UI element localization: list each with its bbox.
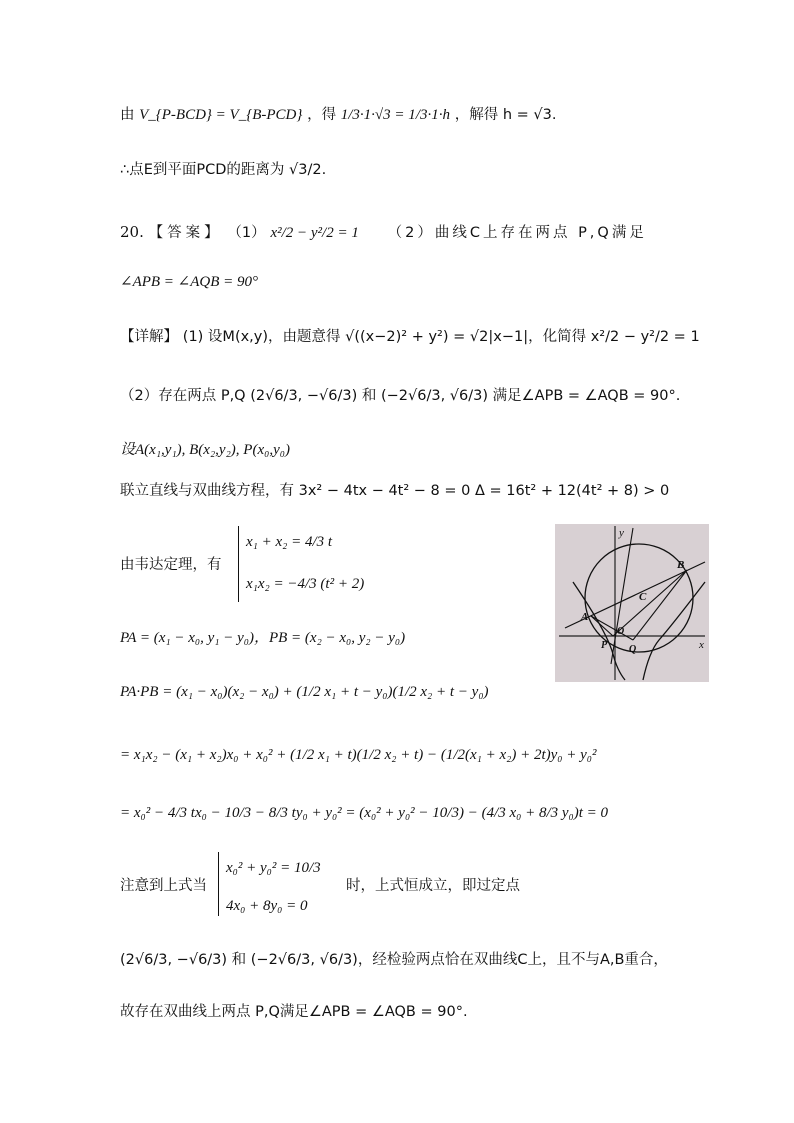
figure-label-p: P bbox=[601, 640, 608, 651]
vieta-brace bbox=[238, 526, 239, 602]
figure-label-a: A bbox=[581, 611, 589, 623]
line-joint-equation: 联立直线与双曲线方程，有 3x² − 4tx − 4t² − 8 = 0 Δ = 16t² + 12(4t² + 8) > 0 bbox=[120, 483, 670, 499]
line-vectors: PA = (x₁ − x₀, y₁ − y₀)，PB = (x₂ − x₀, y₂ − y₀) bbox=[120, 630, 406, 646]
volume-eq: V_{P-BCD} = V_{B-PCD} bbox=[139, 107, 303, 123]
line-volume-equation: 由 V_{P-BCD} = V_{B-PCD} ，得 1/3·1·√3 = 1/3·1·h ，解得 h = √3. bbox=[120, 107, 557, 123]
line-distance-result: ∴点E到平面PCD的距离为 √3/2. bbox=[120, 162, 327, 178]
line-set-points: 设A(x₁,y₁), B(x₂,y₂), P(x₀,y₀) bbox=[120, 442, 290, 458]
figure-label-o: O bbox=[617, 626, 625, 637]
figure-label-x: x bbox=[699, 639, 704, 651]
line-answer-20: 20. 【答案】 （1） x²/2 − y²/2 = 1 （2）曲线C上存在两点 P,Q满足 bbox=[120, 223, 647, 241]
line-fixed-points: (2√6/3, −√6/3) 和 (−2√6/3, √6/3)，经检验两点恰在双曲线C上，且不与A,B重合， bbox=[120, 952, 668, 968]
vieta-product: x₁x₂ = −4/3 (t² + 2) bbox=[246, 576, 365, 592]
line-simplified: = x₀² − 4/3 tx₀ − 10/3 − 8/3 ty₀ + y₀² = (x₀² + y₀² − 10/3) − (4/3 x₀ + 8/3 y₀)t = 0 bbox=[120, 805, 609, 821]
answer-tag: 【答案】 bbox=[148, 225, 223, 241]
geometry-figure bbox=[555, 524, 709, 682]
line-detail-part1: 【详解】 (1) 设M(x,y)，由题意得 √((x−2)² + y²) = √2|x−1|，化简得 x²/2 − y²/2 = 1 bbox=[120, 329, 700, 345]
line-dot-product: PA·PB = (x₁ − x₀)(x₂ − x₀) + (1/2 x₁ + t − y₀)(1/2 x₂ + t − y₀) bbox=[120, 684, 489, 700]
condition-line: 4x₀ + 8y₀ = 0 bbox=[226, 898, 308, 914]
condition-circle: x₀² + y₀² = 10/3 bbox=[226, 860, 321, 876]
line-conclusion: 故存在双曲线上两点 P,Q满足∠APB = ∠AQB = 90°. bbox=[120, 1004, 468, 1020]
condition-brace bbox=[218, 852, 219, 916]
line-angle-condition: ∠APB = ∠AQB = 90° bbox=[120, 274, 259, 290]
figure-label-q: Q bbox=[629, 644, 637, 655]
line-vieta-intro: 由韦达定理，有 bbox=[120, 557, 222, 573]
line-part2-points: （2）存在两点 P,Q (2√6/3, −√6/3) 和 (−2√6/3, √6/3) 满足∠APB = ∠AQB = 90°. bbox=[120, 388, 681, 404]
volume-expr: 1/3·1·√3 = 1/3·1·h bbox=[340, 107, 450, 123]
detail-tag: 【详解】 bbox=[120, 329, 178, 345]
question-number: 20. bbox=[120, 223, 144, 241]
figure-label-y: y bbox=[619, 527, 624, 539]
line-note-post: 时，上式恒成立，即过定点 bbox=[346, 878, 520, 894]
hyperbola-equation: x²/2 − y²/2 = 1 bbox=[270, 225, 359, 241]
vieta-sum: x₁ + x₂ = 4/3 t bbox=[246, 534, 333, 550]
line-note-intro: 注意到上式当 bbox=[120, 878, 207, 894]
line-expansion: = x₁x₂ − (x₁ + x₂)x₀ + x₀² + (1/2 x₁ + t)(1/2 x₂ + t) − (1/2(x₁ + x₂) + 2t)y₀ + y₀² bbox=[120, 747, 597, 763]
figure-label-c: C bbox=[639, 591, 647, 603]
figure-label-b: B bbox=[677, 559, 685, 571]
